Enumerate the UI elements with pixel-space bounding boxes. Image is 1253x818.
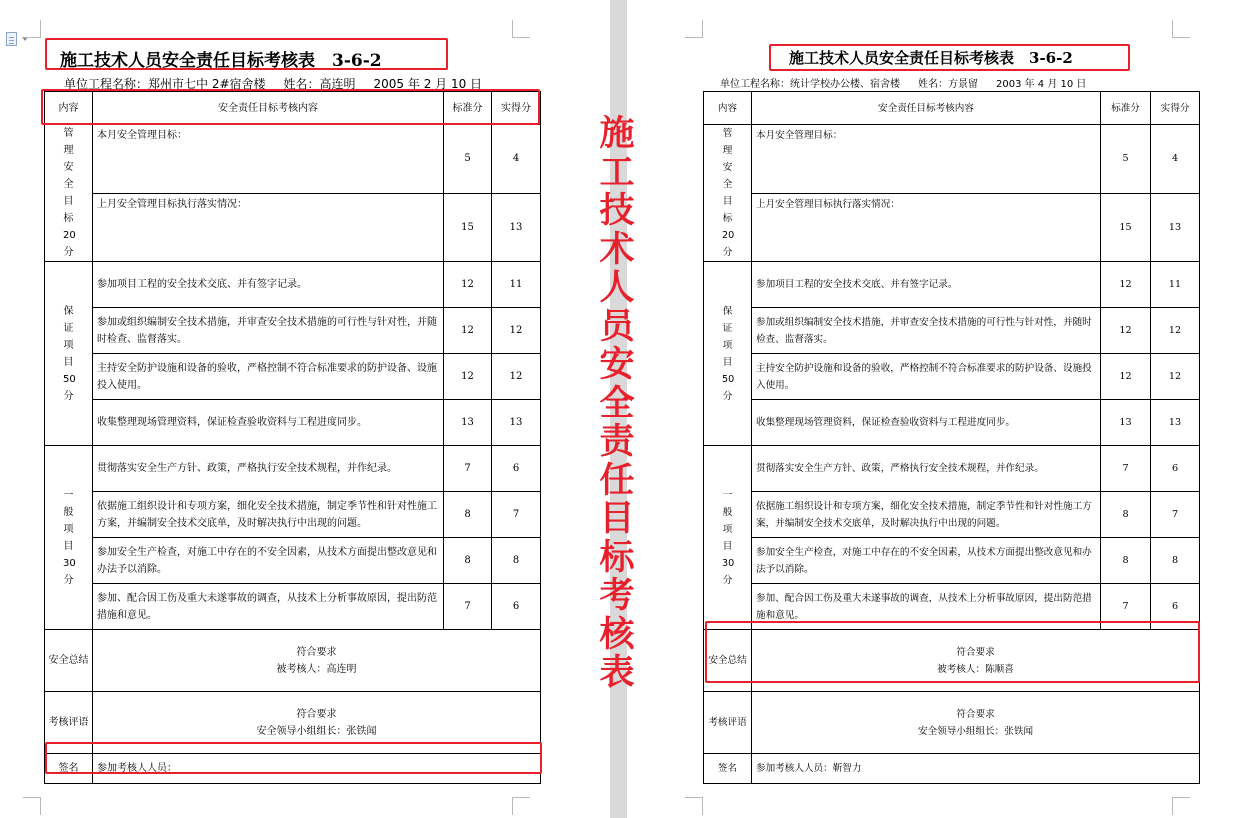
- header-actual: 实得分: [492, 92, 541, 125]
- header-actual: 实得分: [1151, 92, 1200, 125]
- actual-score: 12: [1151, 354, 1200, 400]
- table-row: [45, 193, 541, 262]
- item-text: 参加安全生产检查，对施工中存在的不安全因素，从技术方面提出整改意见和办法予以消除。: [752, 538, 1101, 584]
- crop-mark: [23, 797, 41, 815]
- actual-score: 6: [1151, 584, 1200, 630]
- standard-score: 7: [1101, 584, 1151, 630]
- standard-score: 7: [1101, 446, 1151, 492]
- person-name: 姓名：方景留: [918, 79, 978, 90]
- standard-score: 12: [1101, 354, 1151, 400]
- table-row: [45, 308, 541, 354]
- item-text: 参加安全生产检查，对施工中存在的不安全因素，从技术方面提出整改意见和办法予以消除。: [93, 538, 444, 584]
- item-text: 参加或组织编制安全技术措施，并审查安全技术措施的可行性与针对性，并随时检查、监督落实。: [752, 308, 1101, 354]
- actual-score: 4: [492, 125, 541, 194]
- item-text: 贯彻落实安全生产方针、政策，严格执行安全技术规程，并作纪录。: [93, 446, 444, 492]
- actual-score: 7: [492, 492, 541, 538]
- actual-score: 8: [492, 538, 541, 584]
- actual-score: 6: [1151, 446, 1200, 492]
- form-title: 施工技术人员安全责任目标考核表 3-6-2: [60, 51, 382, 71]
- category-cell: 管理安全目标20分: [704, 125, 752, 262]
- standard-score: 8: [1101, 538, 1151, 584]
- sign-content: 参加考核人人员：靳智力: [752, 754, 1200, 784]
- standard-score: 5: [444, 125, 492, 194]
- review-line: 符合要求: [296, 708, 337, 720]
- form-subtitle: [720, 75, 1104, 90]
- highlight-box: [45, 742, 542, 774]
- form-title: 施工技术人员安全责任目标考核表 3-6-2: [789, 49, 1073, 67]
- item-text: 收集整理现场管理资料，保证检查验收资料与工程进度同步。: [93, 400, 444, 446]
- form-date: 2003 年 4 月 10 日: [996, 79, 1087, 90]
- item-text: 收集整理现场管理资料，保证检查验收资料与工程进度同步。: [752, 400, 1101, 446]
- standard-score: 8: [444, 538, 492, 584]
- table-row: [704, 354, 1200, 400]
- summary-label: 安全总结: [704, 630, 752, 692]
- item-text: 上月安全管理目标执行落实情况：: [93, 193, 444, 262]
- crop-mark: [685, 20, 703, 38]
- document-icon: [6, 32, 17, 46]
- crop-mark: [685, 797, 703, 815]
- standard-score: 15: [444, 193, 492, 262]
- standard-score: 12: [444, 262, 492, 308]
- table-row: [45, 446, 541, 492]
- summary-assessee: 被考核人：陈顺喜: [937, 663, 1014, 675]
- highlight-box: [41, 89, 540, 125]
- highlight-box: [705, 621, 1200, 683]
- review-leader: 安全领导小组组长：张铁闻: [256, 725, 377, 737]
- actual-score: 12: [492, 308, 541, 354]
- crop-mark: [1172, 20, 1190, 38]
- table-row: [45, 400, 541, 446]
- review-label: 考核评语: [704, 692, 752, 754]
- item-text: 参加或组织编制安全技术措施，并审查安全技术措施的可行性与针对性，并随时检查、监督落实。: [93, 308, 444, 354]
- actual-score: 6: [492, 584, 541, 630]
- table-row: [45, 584, 541, 630]
- item-text: 主持安全防护设施和设备的验收，严格控制不符合标准要求的防护设备、设施投入使用。: [93, 354, 444, 400]
- sign-label: 签名: [45, 754, 93, 784]
- actual-score: 4: [1151, 125, 1200, 194]
- standard-score: 13: [1101, 400, 1151, 446]
- category-cell: 管理安全目标20分: [45, 125, 93, 262]
- summary-line: 符合要求: [956, 646, 995, 658]
- standard-score: 13: [444, 400, 492, 446]
- actual-score: 7: [1151, 492, 1200, 538]
- summary-row: [45, 630, 541, 692]
- standard-score: 7: [444, 584, 492, 630]
- standard-score: 7: [444, 446, 492, 492]
- standard-score: 15: [1101, 193, 1151, 262]
- item-text: 参加项目工程的安全技术交底、并有签字记录。: [752, 262, 1101, 308]
- item-text: 依据施工组织设计和专项方案，细化安全技术措施，制定季节性和针对性施工方案，并编制安全技术交底单，及时解决执行中出现的问题。: [93, 492, 444, 538]
- table-row: [704, 262, 1200, 308]
- summary-assessee: 被考核人：高连明: [276, 663, 357, 675]
- item-text: 参加、配合因工伤及重大未遂事故的调查，从技术上分析事故原因，提出防范措施和意见。: [93, 584, 444, 630]
- header-content: 内容: [704, 92, 752, 125]
- actual-score: 13: [492, 193, 541, 262]
- table-row: [45, 354, 541, 400]
- review-row: [704, 692, 1200, 754]
- table-row: [704, 400, 1200, 446]
- table-row: [704, 538, 1200, 584]
- crop-mark: [512, 797, 530, 815]
- category-cell: 一般项目30分: [704, 446, 752, 630]
- item-text: 贯彻落实安全生产方针、政策，严格执行安全技术规程，并作纪录。: [752, 446, 1101, 492]
- review-line: 符合要求: [956, 708, 995, 720]
- summary-label: 安全总结: [45, 630, 93, 692]
- table-row: [45, 262, 541, 308]
- standard-score: 12: [1101, 308, 1151, 354]
- standard-score: 12: [1101, 262, 1151, 308]
- sign-label: 签名: [704, 754, 752, 784]
- item-text: 上月安全管理目标执行落实情况：: [752, 193, 1101, 262]
- item-text: 依据施工组织设计和专项方案，细化安全技术措施，制定季节性和针对性施工方案，并编制安全技术交底单，及时解决执行中出现的问题。: [752, 492, 1101, 538]
- highlight-box: [769, 44, 1130, 71]
- sign-row: [704, 754, 1200, 784]
- actual-score: 11: [492, 262, 541, 308]
- table-row: [704, 308, 1200, 354]
- table-row: [704, 125, 1200, 194]
- standard-score: 8: [444, 492, 492, 538]
- summary-content: [93, 630, 541, 692]
- actual-score: 13: [1151, 400, 1200, 446]
- header-standard: 标准分: [1101, 92, 1151, 125]
- table-header-row: [704, 92, 1200, 125]
- summary-line: 符合要求: [296, 646, 337, 658]
- item-text: 本月安全管理目标：: [93, 125, 444, 194]
- actual-score: 12: [492, 354, 541, 400]
- assessment-table: [44, 91, 541, 784]
- standard-score: 12: [444, 308, 492, 354]
- crop-mark: [23, 20, 41, 38]
- table-row: [704, 193, 1200, 262]
- form-date: 2005 年 2 月 10 日: [373, 77, 483, 91]
- item-text: 参加、配合因工伤及重大未遂事故的调查，从技术上分析事故原因，提出防范措施和意见。: [752, 584, 1101, 630]
- category-cell: 保证项目50分: [704, 262, 752, 446]
- header-item: 安全责任目标考核内容: [752, 92, 1101, 125]
- review-content: [752, 692, 1200, 754]
- header-content: 内容: [45, 92, 93, 125]
- table-row: [45, 492, 541, 538]
- project-name: 单位工程名称：统计学校办公楼、宿舍楼: [720, 79, 900, 90]
- item-text: 本月安全管理目标：: [752, 125, 1101, 194]
- category-cell: 保证项目50分: [45, 262, 93, 446]
- crop-mark: [512, 20, 530, 38]
- actual-score: 8: [1151, 538, 1200, 584]
- highlight-box: [45, 38, 448, 70]
- table-row: [704, 492, 1200, 538]
- project-name: 单位工程名称：郑州市七中 2#宿舍楼: [64, 77, 266, 91]
- standard-score: 5: [1101, 125, 1151, 194]
- category-cell: 一般项目30分: [45, 446, 93, 630]
- sign-content: 参加考核人人员：: [93, 754, 541, 784]
- review-leader: 安全领导小组组长：张铁闻: [917, 725, 1034, 737]
- item-text: 主持安全防护设施和设备的验收，严格控制不符合标准要求的防护设备、设施投入使用。: [752, 354, 1101, 400]
- header-standard: 标准分: [444, 92, 492, 125]
- header-item: 安全责任目标考核内容: [93, 92, 444, 125]
- standard-score: 12: [444, 354, 492, 400]
- actual-score: 6: [492, 446, 541, 492]
- table-row: [45, 538, 541, 584]
- review-label: 考核评语: [45, 692, 93, 754]
- actual-score: 11: [1151, 262, 1200, 308]
- actual-score: 13: [1151, 193, 1200, 262]
- actual-score: 13: [492, 400, 541, 446]
- vertical-banner-title: 施工技术人员安全责任目标考核表: [599, 114, 635, 693]
- table-row: [704, 446, 1200, 492]
- actual-score: 12: [1151, 308, 1200, 354]
- table-row: [45, 125, 541, 194]
- standard-score: 8: [1101, 492, 1151, 538]
- person-name: 姓名：高连明: [283, 77, 356, 91]
- item-text: 参加项目工程的安全技术交底、并有签字记录。: [93, 262, 444, 308]
- crop-mark: [1172, 797, 1190, 815]
